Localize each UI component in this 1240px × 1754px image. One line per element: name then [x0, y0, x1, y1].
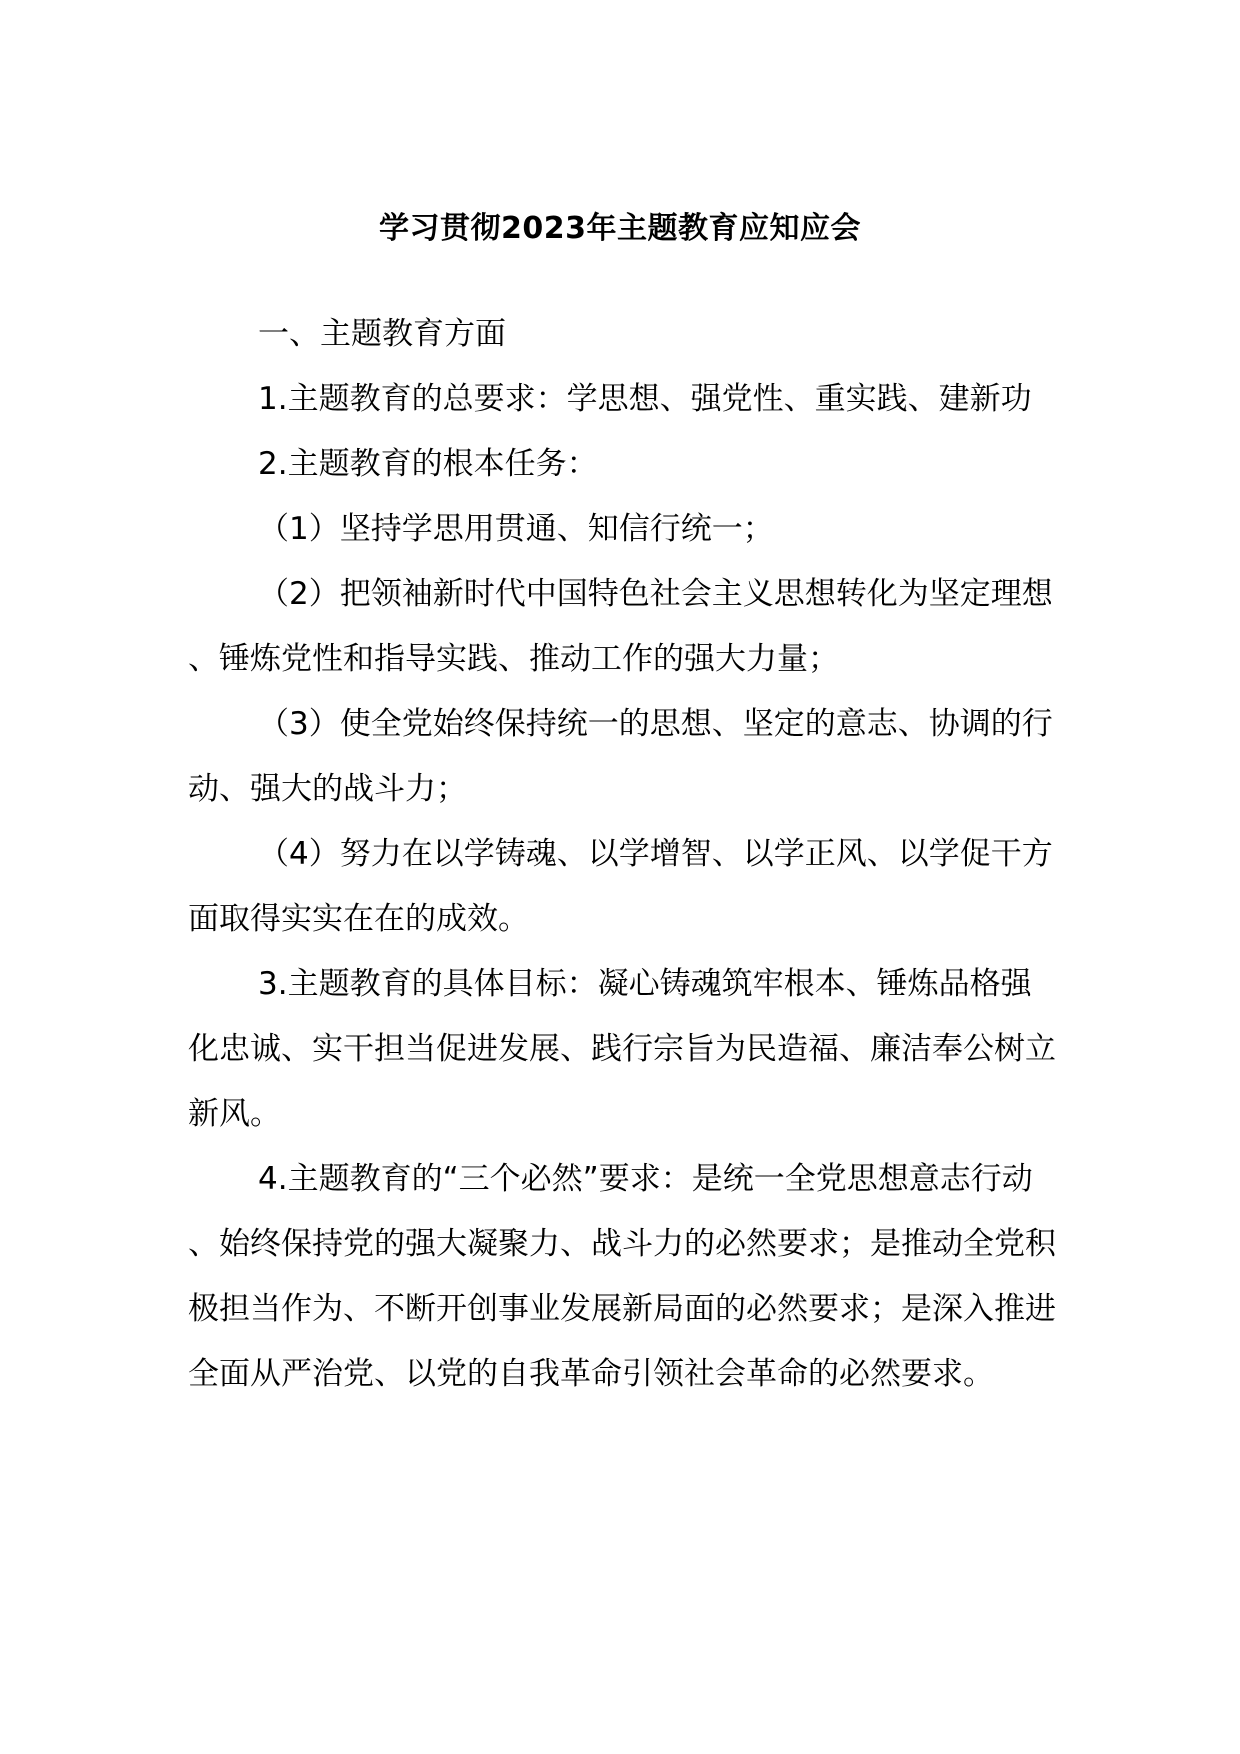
section-heading: 一、主题教育方面	[258, 316, 506, 352]
document-body	[188, 302, 1060, 1407]
list-item-task-3: （3）使全党始终保持统一的思想、坚定的意志、协调的行动、强大的战斗力；	[188, 706, 1053, 807]
list-item-task-4: （4）努力在以学铸魂、以学增智、以学正风、以学促干方面取得实实在在的成效。	[188, 836, 1053, 937]
paragraph-fundamental-tasks: 2.主题教育的根本任务：	[258, 446, 598, 482]
paragraph-three-necessities: 4.主题教育的“三个必然”要求：是统一全党思想意志行动、始终保持党的强大凝聚力、战斗力的必然要求；是推动全党积极担当作为、不断开创事业发展新局面的必然要求；是深入推进全面从严治党、以党的自我革命引领社会革命的必然要求。	[188, 1161, 1056, 1392]
paragraph-general-requirement: 1.主题教育的总要求：学思想、强党性、重实践、建新功	[258, 381, 1032, 417]
list-item-task-2: （2）把领袖新时代中国特色社会主义思想转化为坚定理想、锤炼党性和指导实践、推动工作的强大力量；	[188, 576, 1053, 677]
list-item-task-1: （1）坚持学思用贯通、知信行统一；	[258, 511, 774, 547]
paragraph-specific-goals: 3.主题教育的具体目标：凝心铸魂筑牢根本、锤炼品格强化忠诚、实干担当促进发展、践行宗旨为民造福、廉洁奉公树立新风。	[188, 966, 1056, 1132]
document-title: 学习贯彻2023年主题教育应知应会	[379, 211, 861, 246]
